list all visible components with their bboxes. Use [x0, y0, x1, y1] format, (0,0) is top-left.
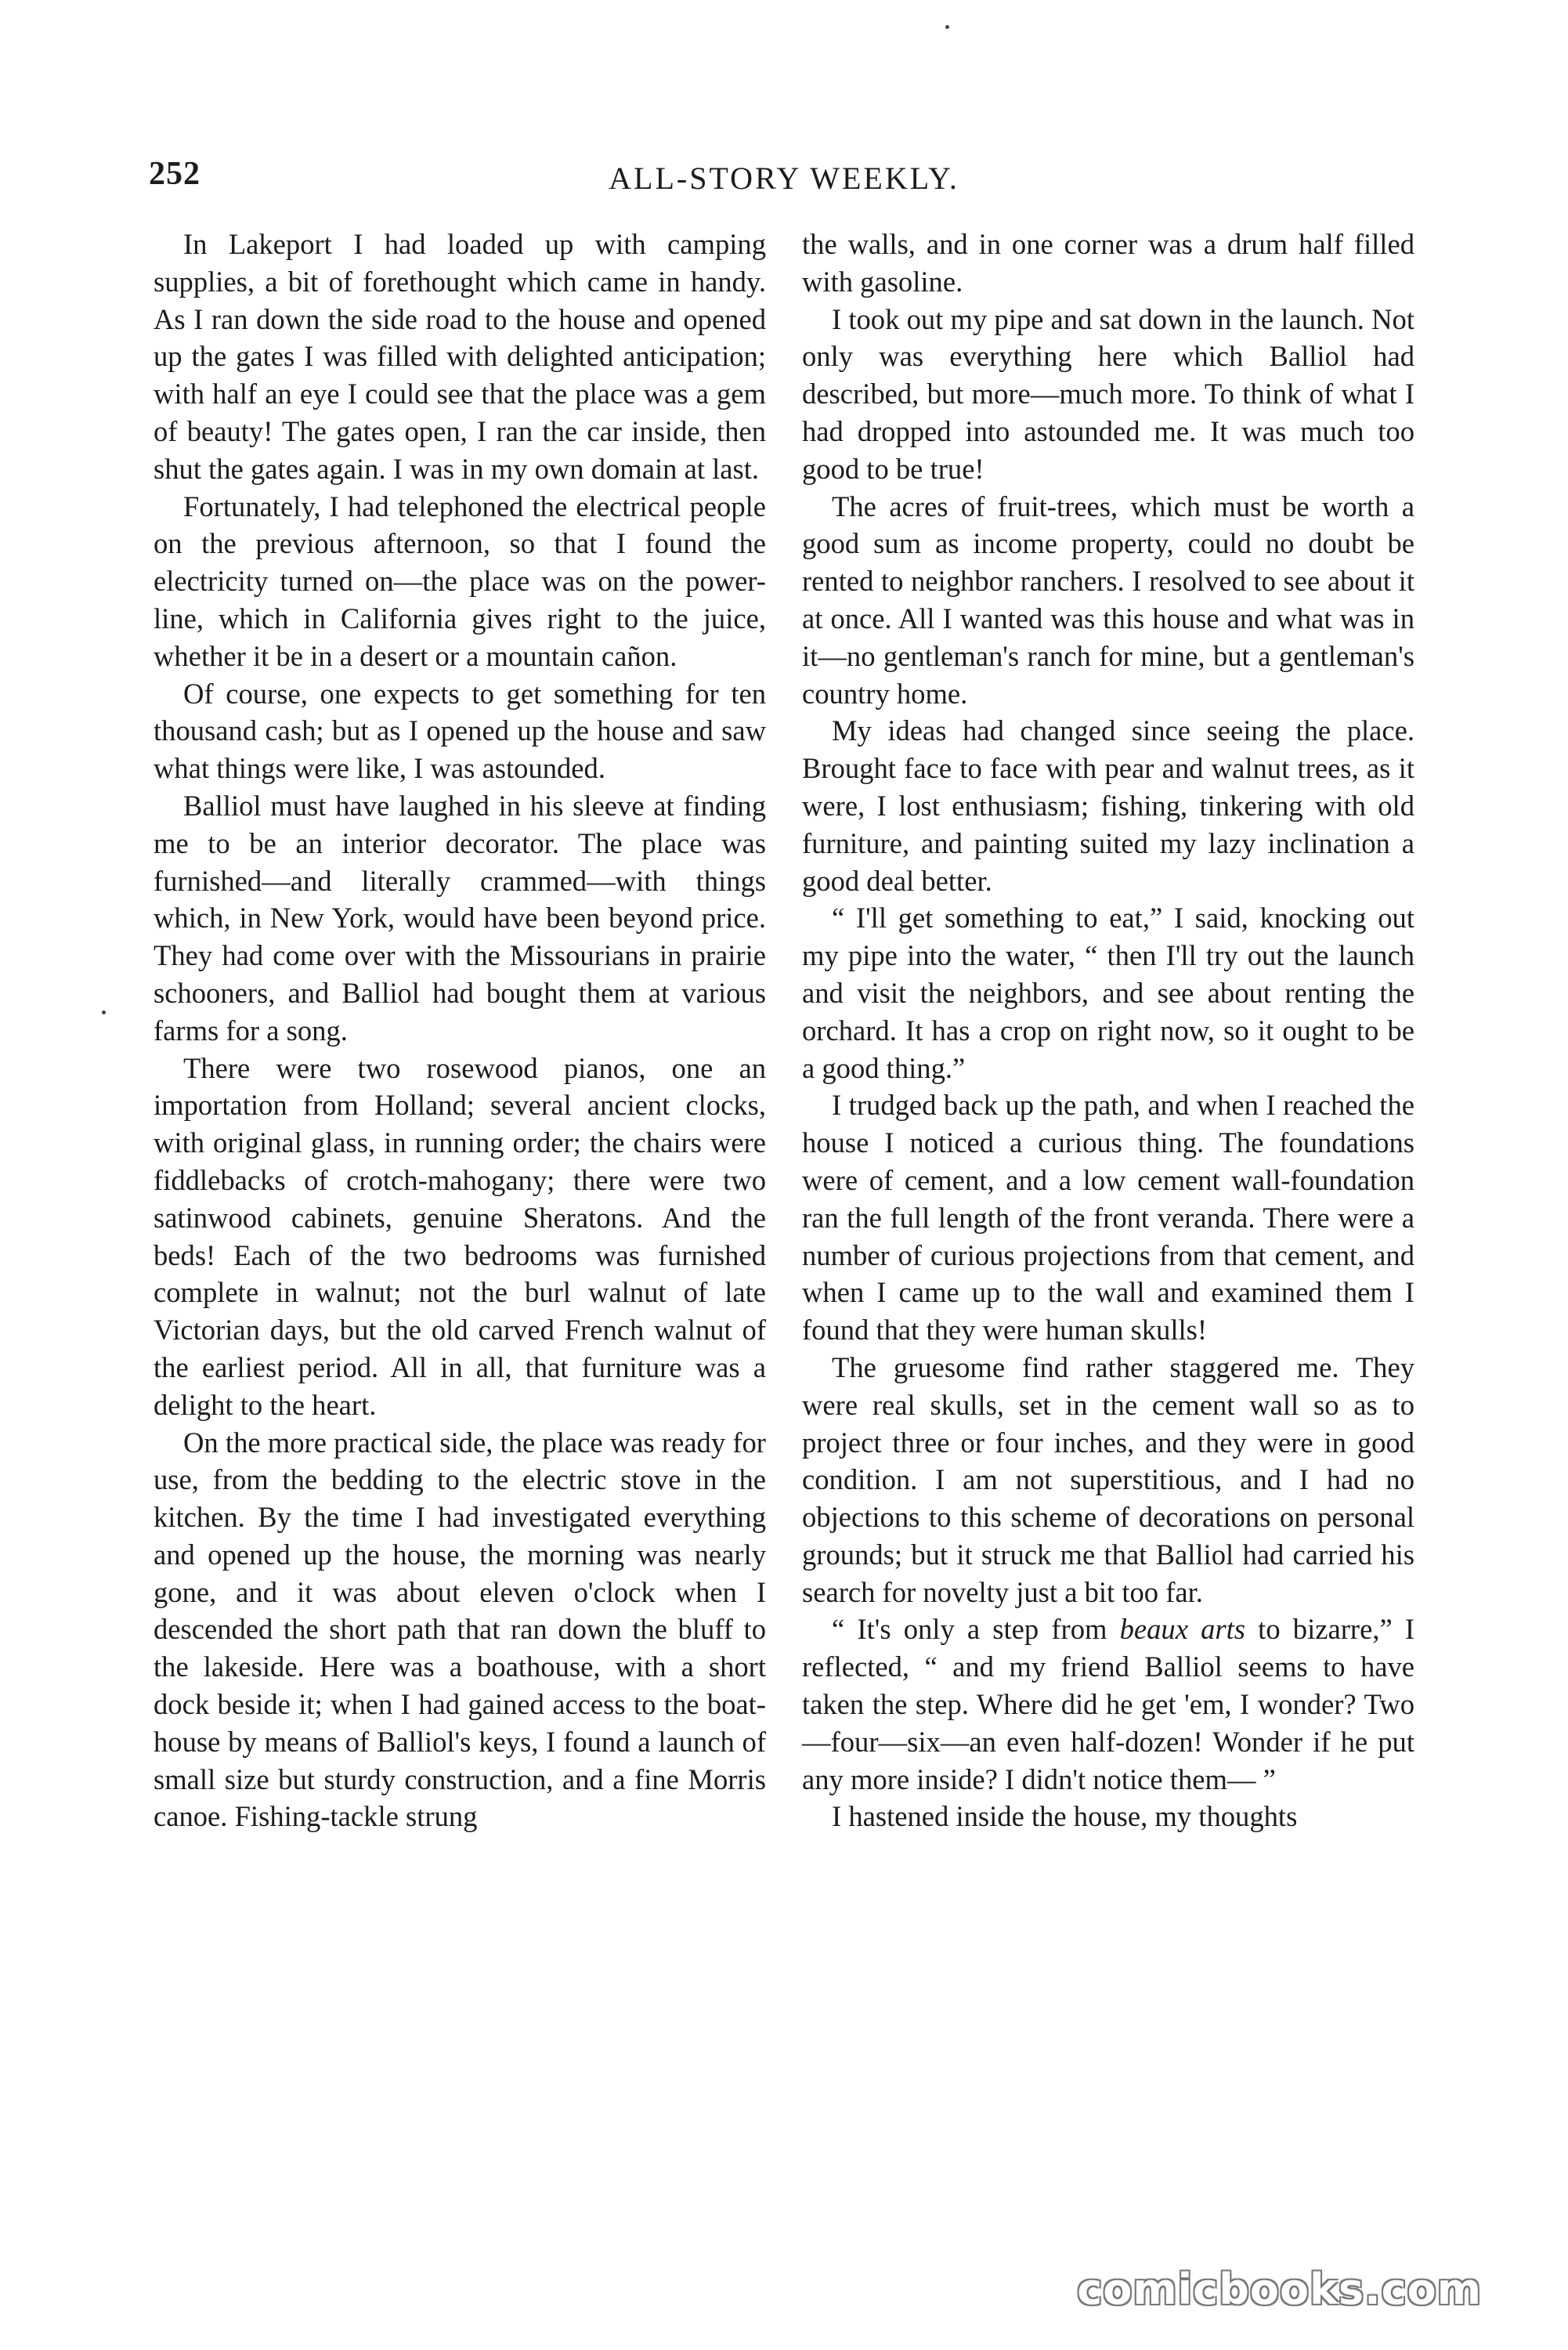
paragraph: My ideas had changed since seeing the place. Brought face to face with pear and walnut trees, as it were, I lost enthusiasm; fishing, tinkering with old furniture, and painting suited my lazy inclination a good deal better.: [802, 714, 1414, 897]
paragraph: Balliol must have laughed in his sleeve at finding me to be an interior decorator. The place was furnished—and literally crammed—with things which, in New York, would have been beyond price. They had come over with the Missourians in prairie schooners, and Balliol had bought them at various farms for a song.: [154, 789, 766, 1047]
paragraph: The acres of fruit-trees, which must be worth a good sum as income property, could no doubt be rented to neighbor ranchers. I resolved to see about it at once. All I wanted was this house and what was in it—no gentleman's ranch for mine, but a gentleman's country home.: [802, 490, 1414, 710]
paragraph: The gruesome find rather staggered me. They were real skulls, set in the cement wall so as to project three or four inches, and they were in good condition. I am not superstitious, and I had no objections to this scheme of decorations on personal grounds; but it struck me that Balliol had carried his search for novelty just a bit too far.: [802, 1350, 1414, 1608]
paragraph-text: “ It's only a step from: [832, 1613, 1120, 1646]
print-speck: [102, 1010, 106, 1014]
left-column: [154, 226, 766, 1835]
paragraph: There were two rosewood pianos, one an importation from Holland; several ancient clocks, with original glass, in running order; the chairs were fiddlebacks of crotch-mahogany; there were two satinwood cabinets, genuine Sheratons. And the beds! Each of the two bedrooms was furnished complete in walnut; not the burl walnut of late Victorian days, but the old carved French walnut of the earliest period. All in all, that furniture was a delight to the heart.: [154, 1051, 766, 1421]
italic-phrase: beaux arts: [1119, 1613, 1246, 1646]
paragraph: [802, 1611, 1414, 1798]
paragraph: Of course, one expects to get something for ten thousand cash; but as I opened up the house and saw what things were like, I was astounded.: [154, 677, 766, 785]
print-speck: [945, 25, 949, 29]
paragraph: In Lakeport I had loaded up with camping supplies, a bit of forethought which came in handy. As I ran down the side road to the house and opened up the gates I was filled with delighted anticipation; with half an eye I could see that the place was a gem of beauty! The gates open, I ran the car inside, then shut the gates again. I was in my own domain at last.: [154, 228, 766, 485]
paragraph: On the more practical side, the place was ready for use, from the bedding to the electric stove in the kitchen. By the time I had investigated everything and opened up the house, the morning was nearly gone, and it was about eleven o'clock when I descended the short path that ran down the bluff to the lakeside. Here was a boathouse, with a short dock beside it; when I had gained access to the boat-house by means of Balliol's keys, I found a launch of small size but sturdy construction, and a fine Morris canoe. Fishing-tackle strung: [154, 1426, 766, 1833]
page-number: 252: [149, 156, 201, 192]
paragraph: I trudged back up the path, and when I reached the house I noticed a curious thing. The foundations were of cement, and a low cement wall-foundation ran the full length of the front veranda. There were a number of curious projections from that cement, and when I came up to the wall and examined them I found that they were human skulls!: [802, 1089, 1414, 1347]
right-column: [802, 226, 1414, 1835]
paragraph: “ I'll get something to eat,” I said, knocking out my pipe into the water, “ then I'll try out the launch and visit the neighbors, and see about renting the orchard. It has a crop on right now, so it ought to be a good thing.”: [802, 902, 1414, 1084]
paragraph: the walls, and in one corner was a drum half filled with gasoline.: [802, 228, 1414, 298]
watermark: comicbooks.com: [1077, 2265, 1482, 2314]
running-title: ALL-STORY WEEKLY.: [609, 161, 959, 196]
paragraph: I took out my pipe and sat down in the launch. Not only was everything here which Balliol had described, but more—much more. To think of what I had dropped into astounded me. It was much too good to be true!: [802, 302, 1414, 485]
paragraph-text: to bizarre,” I reflected, “ and my friend Balliol seems to have taken the step. Where did he get 'em, I wonder? Two—four—six—an even half-dozen! Wonder if he put any more inside? I didn't notice them— ”: [802, 1613, 1415, 1795]
paragraph: Fortunately, I had telephoned the electrical people on the previous afternoon, so that I found the electricity turned on—the place was on the power-line, which in California gives right to the juice, whether it be in a desert or a mountain cañon.: [154, 490, 766, 672]
paragraph: I hastened inside the house, my thoughts: [832, 1800, 1298, 1833]
